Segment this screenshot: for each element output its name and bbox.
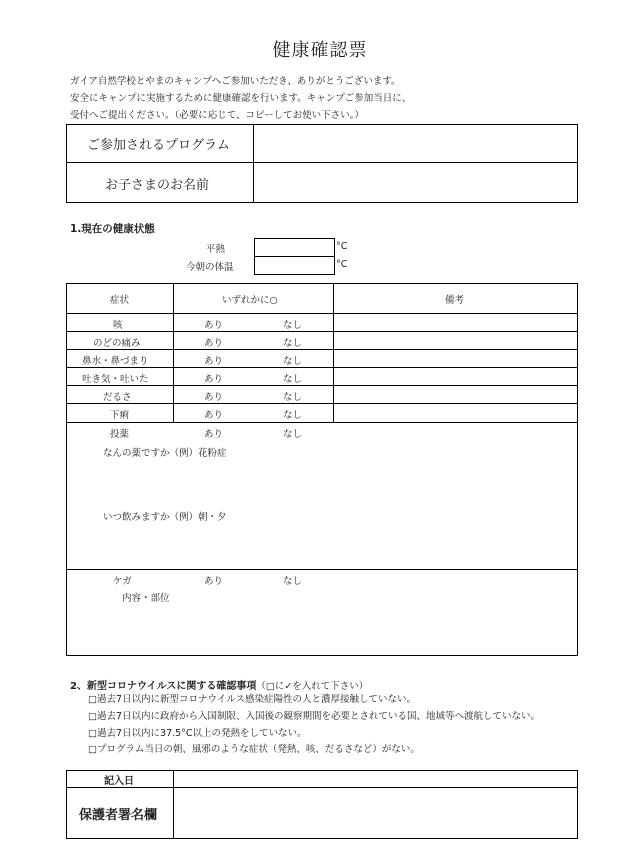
symptom-no-option[interactable]: なし xyxy=(283,338,303,349)
symptom-label: 咳 xyxy=(113,320,123,331)
medication-when-label: いつ飲みますか（例）朝・夕 xyxy=(103,512,227,523)
injury-yes-option[interactable]: あり xyxy=(204,576,224,587)
date-field[interactable] xyxy=(175,771,577,786)
morning-temp-unit: °C xyxy=(336,259,348,270)
normal-temp-label: 平熱 xyxy=(206,244,226,255)
covid-check-item-3[interactable]: □過去7日以内に37.5°C以上の発熱をしていない。 xyxy=(88,728,307,739)
symptom-no-option[interactable]: なし xyxy=(283,374,303,385)
child-name-label: お子さまのお名前 xyxy=(105,178,210,193)
normal-temp-field[interactable] xyxy=(254,238,335,257)
injury-label: ケガ xyxy=(113,576,132,587)
medication-yes-option[interactable]: あり xyxy=(204,429,224,440)
covid-check-item-2[interactable]: □過去7日以内に政府から入国制限、入国後の観察期間を必要とされている国、地域等へ渡航していない。 xyxy=(88,711,541,722)
normal-temp-unit: °C xyxy=(336,241,348,252)
intro-line-3: 受付へご提出ください。（必要に応じて、コピーしてお使い下さい。） xyxy=(70,110,364,121)
child-name-field[interactable] xyxy=(255,164,576,201)
injury-no-option[interactable]: なし xyxy=(283,576,303,587)
signature-label: 保護者署名欄 xyxy=(79,808,158,823)
signature-field[interactable] xyxy=(175,789,577,838)
symptom-no-option[interactable]: なし xyxy=(283,410,303,421)
symptom-label: 鼻水・鼻づまり xyxy=(82,356,149,367)
symptom-label: 下痢 xyxy=(110,410,130,421)
symptom-yes-option[interactable]: あり xyxy=(204,392,224,403)
symptom-no-option[interactable]: なし xyxy=(283,320,303,331)
intro-line-2: 安全にキャンプに実施するために健康確認を行います。キャンプご参加当日に、 xyxy=(70,93,412,104)
medication-no-option[interactable]: なし xyxy=(283,429,303,440)
symptom-yes-option[interactable]: あり xyxy=(204,356,224,367)
medication-what-label: なんの薬ですか（例）花粉症 xyxy=(103,448,227,459)
covid-check-item-4[interactable]: □プログラム当日の朝、風邪のような症状（発熱、咳、だるさなど）がない。 xyxy=(88,744,420,755)
symptom-label: 吐き気・吐いた xyxy=(82,374,149,385)
symptom-yes-option[interactable]: あり xyxy=(204,320,224,331)
section2-note: （□に✓を入れて下さい） xyxy=(256,681,369,692)
page-title: 健康確認票 xyxy=(272,40,368,61)
section2-heading: 2、新型コロナウイルスに関する確認事項 xyxy=(70,681,257,692)
col-choice-header: いずれかに○ xyxy=(222,295,278,306)
morning-temp-field[interactable] xyxy=(254,256,335,275)
symptom-no-option[interactable]: なし xyxy=(283,356,303,367)
program-label: ご参加されるプログラム xyxy=(87,138,230,153)
covid-check-item-1[interactable]: □過去7日以内に新型コロナウイルス感染症陽性の人と濃厚接触していない。 xyxy=(88,694,416,705)
medication-label: 投薬 xyxy=(110,429,130,440)
program-field[interactable] xyxy=(255,126,576,161)
symptom-label: だるさ xyxy=(103,392,132,403)
injury-detail-label: 内容・部位 xyxy=(122,593,170,604)
section1-heading: 1.現在の健康状態 xyxy=(70,223,155,235)
symptom-yes-option[interactable]: あり xyxy=(204,338,224,349)
symptom-label: のどの痛み xyxy=(93,338,141,349)
symptom-no-option[interactable]: なし xyxy=(283,392,303,403)
symptom-yes-option[interactable]: あり xyxy=(204,410,224,421)
intro-line-1: ガイア自然学校とやまのキャンプへご参加いただき、ありがとうございます。 xyxy=(70,76,401,87)
symptom-yes-option[interactable]: あり xyxy=(204,374,224,385)
date-label: 記入日 xyxy=(104,776,134,787)
col-note-header: 備考 xyxy=(445,295,465,306)
morning-temp-label: 今朝の体温 xyxy=(186,262,234,273)
col-symptom-header: 症状 xyxy=(110,295,130,306)
